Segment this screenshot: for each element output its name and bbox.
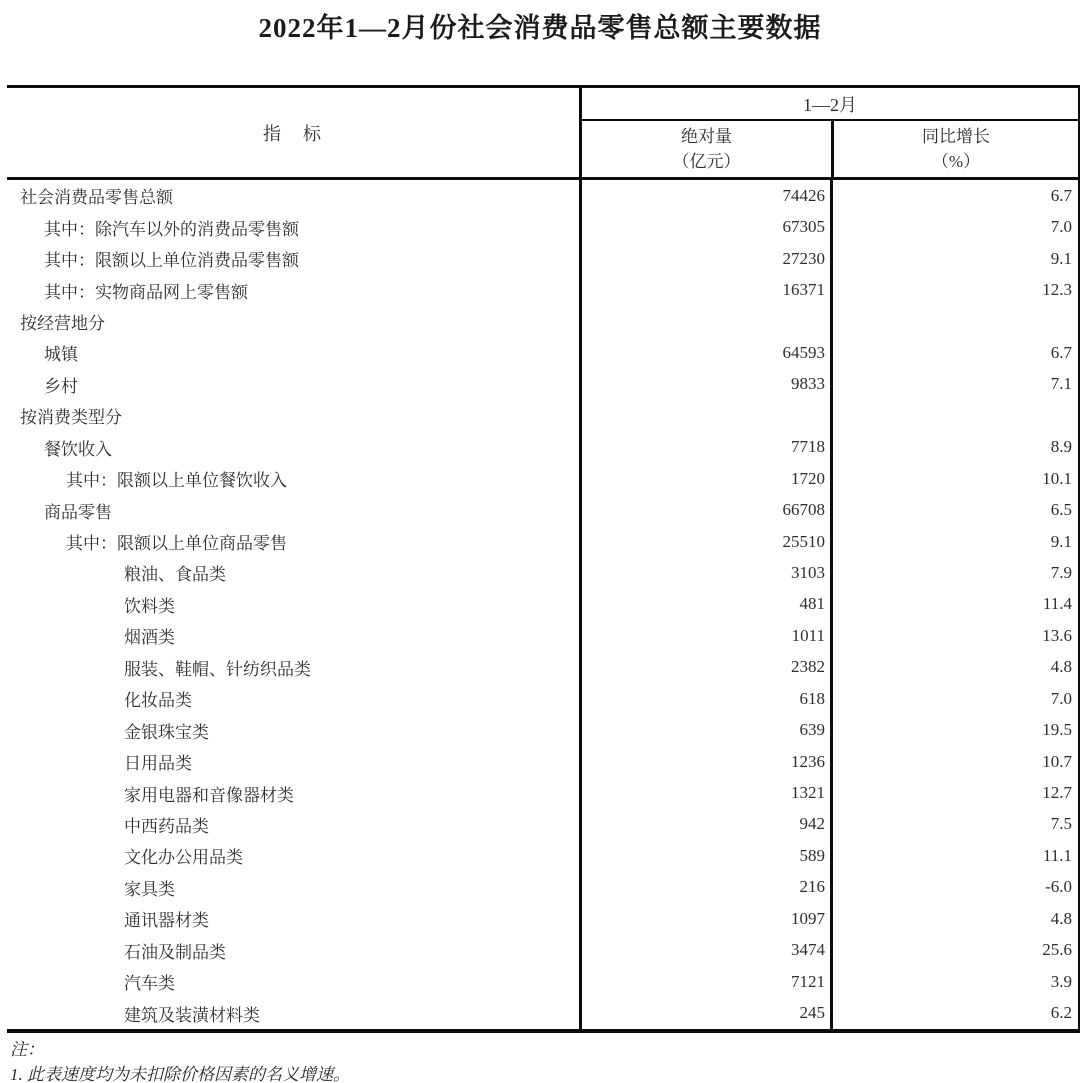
row-indicator-label: 按消费类型分: [20, 408, 122, 428]
table-row: [7, 369, 1078, 400]
table-row: [7, 526, 1078, 557]
row-indicator-label: 城镇: [44, 345, 78, 365]
retail-sales-table: [7, 85, 1080, 1033]
value-column-headers: [582, 121, 1078, 177]
period-header-group: [579, 88, 1078, 177]
row-yoy-value: [830, 306, 1078, 337]
row-absolute-value: 589: [579, 840, 830, 871]
table-row: [7, 840, 1078, 871]
row-yoy-value: 25.6: [830, 935, 1078, 966]
table-row: [7, 966, 1078, 997]
absolute-header-line2: （亿元）: [672, 152, 741, 171]
row-yoy-value: 11.1: [830, 840, 1078, 871]
row-absolute-value: 25510: [579, 526, 830, 557]
row-absolute-value: 74426: [579, 180, 830, 211]
row-indicator-label: 其中：限额以上单位消费品零售额: [44, 251, 299, 271]
table-row: [7, 494, 1078, 525]
table-row: [7, 777, 1078, 808]
row-absolute-value: 7121: [579, 966, 830, 997]
table-row: [7, 400, 1078, 431]
row-yoy-value: 6.7: [830, 337, 1078, 368]
row-yoy-value: 6.2: [830, 997, 1078, 1028]
yoy-column-header: [831, 121, 1078, 177]
row-absolute-value: 64593: [579, 337, 830, 368]
row-absolute-value: 7718: [579, 432, 830, 463]
row-yoy-value: 3.9: [830, 966, 1078, 997]
row-indicator-label: 化妆品类: [124, 691, 192, 711]
indicator-column-header: 指 标: [263, 123, 323, 144]
row-absolute-value: 1236: [579, 746, 830, 777]
row-absolute-value: 66708: [579, 494, 830, 525]
row-yoy-value: 9.1: [830, 526, 1078, 557]
table-row: [7, 872, 1078, 903]
row-indicator-label: 商品零售: [44, 502, 112, 522]
table-row: [7, 211, 1078, 242]
table-row: [7, 589, 1078, 620]
table-row: [7, 180, 1078, 211]
row-yoy-value: 7.1: [830, 369, 1078, 400]
row-yoy-value: 10.7: [830, 746, 1078, 777]
absolute-value-column-header: [582, 121, 831, 177]
footnote-item: 1. 此表速度均为未扣除价格因素的名义增速。: [10, 1065, 350, 1083]
row-yoy-value: 10.1: [830, 463, 1078, 494]
row-absolute-value: 3474: [579, 935, 830, 966]
row-indicator-label: 金银珠宝类: [124, 722, 209, 742]
row-absolute-value: 67305: [579, 211, 830, 242]
period-header: 1—2月: [582, 88, 1078, 121]
row-yoy-value: 8.9: [830, 432, 1078, 463]
row-indicator-label: 其中：限额以上单位餐饮收入: [66, 471, 287, 491]
table-row: [7, 997, 1078, 1028]
row-indicator-label: 社会消费品零售总额: [20, 188, 173, 208]
row-indicator-label: 服装、鞋帽、针纺织品类: [124, 659, 311, 679]
row-indicator-label: 文化办公用品类: [124, 848, 243, 868]
yoy-header-line1: 同比增长: [922, 127, 990, 146]
row-absolute-value: 1720: [579, 463, 830, 494]
table-row: [7, 809, 1078, 840]
row-absolute-value: 9833: [579, 369, 830, 400]
row-indicator-label: 其中：限额以上单位商品零售: [66, 534, 287, 554]
row-indicator-label: 石油及制品类: [124, 942, 226, 962]
row-indicator-label: 饮料类: [124, 596, 175, 616]
table-row: [7, 652, 1078, 683]
row-yoy-value: 7.0: [830, 683, 1078, 714]
row-indicator-label: 建筑及装潢材料类: [124, 1005, 260, 1025]
row-yoy-value: 7.5: [830, 809, 1078, 840]
row-yoy-value: 19.5: [830, 714, 1078, 745]
table-row: [7, 557, 1078, 588]
row-absolute-value: 942: [579, 809, 830, 840]
row-absolute-value: 1011: [579, 620, 830, 651]
row-yoy-value: 13.6: [830, 620, 1078, 651]
row-absolute-value: 481: [579, 589, 830, 620]
table-row: [7, 432, 1078, 463]
table-row: [7, 274, 1078, 305]
row-indicator-label: 烟酒类: [124, 628, 175, 648]
table-body: [7, 180, 1078, 1029]
row-yoy-value: 6.7: [830, 180, 1078, 211]
row-indicator-label: 中西药品类: [124, 816, 209, 836]
table-row: [7, 306, 1078, 337]
row-indicator-label: 日用品类: [124, 754, 192, 774]
table-row: [7, 337, 1078, 368]
row-absolute-value: [579, 400, 830, 431]
table-row: [7, 683, 1078, 714]
row-absolute-value: 27230: [579, 243, 830, 274]
row-yoy-value: 4.8: [830, 903, 1078, 934]
row-absolute-value: 639: [579, 714, 830, 745]
row-indicator-label: 家具类: [124, 879, 175, 899]
table-header: [7, 88, 1078, 180]
row-indicator-label: 家用电器和音像器材类: [124, 785, 294, 805]
table-row: [7, 620, 1078, 651]
row-absolute-value: [579, 306, 830, 337]
row-yoy-value: 12.7: [830, 777, 1078, 808]
row-yoy-value: 7.9: [830, 557, 1078, 588]
footnotes: [10, 1038, 350, 1083]
row-yoy-value: -6.0: [830, 872, 1078, 903]
row-absolute-value: 2382: [579, 652, 830, 683]
row-indicator-label: 其中：实物商品网上零售额: [44, 282, 248, 302]
table-row: [7, 243, 1078, 274]
table-row: [7, 746, 1078, 777]
footnote-label: 注：: [10, 1040, 44, 1059]
row-indicator-label: 餐饮收入: [44, 439, 112, 459]
row-indicator-label: 其中：除汽车以外的消费品零售额: [44, 219, 299, 239]
row-absolute-value: 618: [579, 683, 830, 714]
table-row: [7, 714, 1078, 745]
row-yoy-value: 12.3: [830, 274, 1078, 305]
row-absolute-value: 216: [579, 872, 830, 903]
row-yoy-value: [830, 400, 1078, 431]
yoy-header-line2: （%）: [931, 152, 981, 171]
row-absolute-value: 16371: [579, 274, 830, 305]
page-title: 2022年1—2月份社会消费品零售总额主要数据: [258, 13, 822, 43]
row-indicator-label: 粮油、食品类: [124, 565, 226, 585]
row-yoy-value: 6.5: [830, 494, 1078, 525]
row-indicator-label: 汽车类: [124, 974, 175, 994]
absolute-header-line1: 绝对量: [681, 127, 732, 146]
row-indicator-label: 通讯器材类: [124, 911, 209, 931]
table-row: [7, 463, 1078, 494]
row-indicator-label: 乡村: [44, 376, 78, 396]
row-yoy-value: 11.4: [830, 589, 1078, 620]
row-indicator-label: 按经营地分: [20, 313, 105, 333]
row-yoy-value: 9.1: [830, 243, 1078, 274]
row-yoy-value: 7.0: [830, 211, 1078, 242]
row-absolute-value: 1321: [579, 777, 830, 808]
row-absolute-value: 1097: [579, 903, 830, 934]
row-yoy-value: 4.8: [830, 652, 1078, 683]
table-row: [7, 903, 1078, 934]
table-row: [7, 935, 1078, 966]
row-absolute-value: 245: [579, 997, 830, 1028]
row-absolute-value: 3103: [579, 557, 830, 588]
